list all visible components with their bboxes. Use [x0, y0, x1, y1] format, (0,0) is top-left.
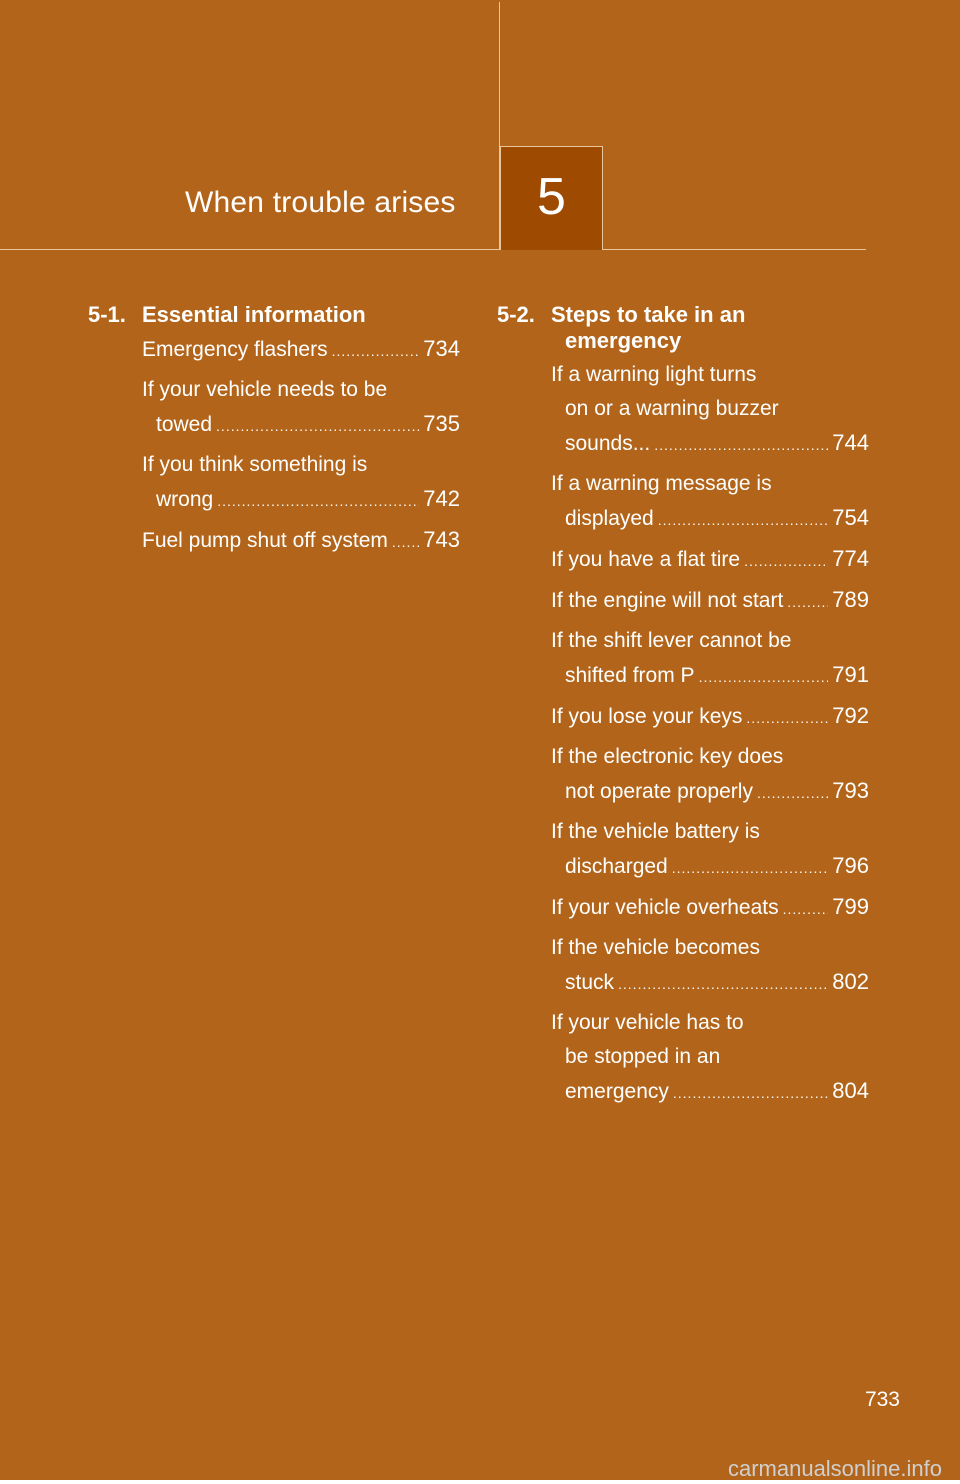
toc-entry[interactable]: [551, 931, 869, 1001]
dot-leader: [746, 701, 828, 735]
toc-page-ref[interactable]: 743: [423, 527, 460, 552]
toc-page-ref[interactable]: 792: [832, 703, 869, 728]
toc-entry-text: If your vehicle needs to be: [142, 378, 388, 401]
toc-entry-line: [551, 699, 869, 735]
toc-page-ref[interactable]: 793: [832, 778, 869, 803]
toc-page-ref[interactable]: 799: [832, 894, 869, 919]
toc-entry-text: shifted from P: [565, 664, 695, 687]
toc-entry[interactable]: [551, 699, 869, 735]
toc-entry-text: If a warning light turns: [551, 363, 757, 386]
toc-entry-line: [142, 448, 460, 482]
toc-entry-text: towed: [156, 413, 213, 436]
toc-entry-line: [551, 1040, 869, 1074]
dot-leader: [216, 409, 419, 443]
toc-page-ref[interactable]: 789: [832, 587, 869, 612]
toc-entry-text: If the engine will not start: [551, 589, 784, 612]
toc-page-ref[interactable]: 796: [832, 853, 869, 878]
toc-entry-line: [551, 890, 869, 926]
toc-entry-line: [142, 407, 460, 443]
toc-entry[interactable]: [551, 542, 869, 578]
toc-entry-line: [551, 1006, 869, 1040]
toc-page-ref[interactable]: 742: [423, 486, 460, 511]
toc-entry-line: [142, 332, 460, 368]
toc-entry-text: If you have a flat tire: [551, 548, 741, 571]
dot-leader: [672, 851, 829, 885]
section-number: 5-1.: [88, 302, 126, 327]
toc-entry-text: emergency: [565, 1080, 669, 1103]
toc-entry[interactable]: [551, 583, 869, 619]
section-number: 5-2.: [497, 302, 535, 327]
section-title-line: Essential information: [142, 302, 366, 327]
toc-entry-line: [551, 931, 869, 965]
dot-leader: [332, 334, 420, 368]
toc-entry[interactable]: [551, 740, 869, 810]
toc-entry[interactable]: [142, 523, 460, 559]
toc-page-ref[interactable]: 754: [832, 505, 869, 530]
toc-entry-line: [551, 358, 869, 392]
dot-leader: [673, 1076, 828, 1110]
toc-page-ref[interactable]: 791: [832, 662, 869, 687]
section-heading: [88, 302, 460, 328]
dot-leader: [744, 544, 828, 578]
toc-entry-text: If a warning message is: [551, 472, 772, 495]
toc-entry-text: displayed: [565, 507, 654, 530]
toc-entry-line: [551, 392, 869, 426]
toc-entry-line: [551, 849, 869, 885]
toc-entry-text: on or a warning buzzer: [565, 397, 779, 420]
chapter-number-tab: [500, 146, 603, 250]
toc-entry[interactable]: [551, 815, 869, 885]
toc-entry-text: If your vehicle has to: [551, 1011, 744, 1034]
toc-entry-line: [551, 624, 869, 658]
toc-entry[interactable]: [142, 448, 460, 518]
toc-entry-line: [142, 373, 460, 407]
section-title: [142, 302, 460, 328]
toc-entry-text: be stopped in an: [565, 1045, 721, 1068]
toc-entry-text: If you lose your keys: [551, 705, 743, 728]
toc-entry-line: [551, 774, 869, 810]
toc-entry-line: [551, 740, 869, 774]
toc-page-ref[interactable]: 744: [832, 430, 869, 455]
toc-entry-line: [551, 501, 869, 537]
toc-page-ref[interactable]: 802: [832, 969, 869, 994]
toc-entry-line: [551, 583, 869, 619]
section-title-line: Steps to take in an: [551, 302, 746, 327]
toc-entry-text: sounds...: [565, 432, 651, 455]
toc-entry-line: [142, 523, 460, 559]
toc-page-ref[interactable]: 734: [423, 336, 460, 361]
toc-entry[interactable]: [551, 358, 869, 462]
toc-entry-text: If the electronic key does: [551, 745, 784, 768]
toc-entry-line: [142, 482, 460, 518]
toc-page-ref[interactable]: 735: [423, 411, 460, 436]
toc-entry-line: [551, 467, 869, 501]
toc-entry[interactable]: [551, 890, 869, 926]
section-title-line: emergency: [565, 328, 682, 353]
dot-leader: [392, 525, 419, 559]
toc-entry-text: If the shift lever cannot be: [551, 629, 792, 652]
toc-entry-line: [551, 658, 869, 694]
toc-entry-line: [551, 815, 869, 849]
dot-leader: [757, 776, 828, 810]
dot-leader: [783, 892, 829, 926]
toc-entry-text: If the vehicle becomes: [551, 936, 760, 959]
section-5-2: [497, 302, 869, 1115]
page-number: 733: [864, 1388, 900, 1411]
dot-leader: [618, 967, 828, 1001]
section-5-1: [88, 302, 460, 564]
toc-entry-line: [551, 1074, 869, 1110]
toc-entry-text: Fuel pump shut off system: [142, 529, 388, 552]
toc-entry-line: [551, 542, 869, 578]
toc-entry-text: discharged: [565, 855, 668, 878]
toc-entry[interactable]: [551, 1006, 869, 1110]
dot-leader: [787, 585, 828, 619]
toc-entry-list: [551, 358, 869, 1110]
watermark: carmanualsonline.info: [727, 1456, 942, 1481]
toc-entry[interactable]: [551, 467, 869, 537]
section-title: [551, 302, 869, 354]
toc-entry-text: Emergency flashers: [142, 338, 328, 361]
toc-entry[interactable]: [142, 332, 460, 368]
toc-entry-line: [551, 965, 869, 1001]
toc-page-ref[interactable]: 804: [832, 1078, 869, 1103]
toc-page-ref[interactable]: 774: [832, 546, 869, 571]
toc-entry-text: If the vehicle battery is: [551, 820, 760, 843]
toc-entry-text: stuck: [565, 971, 615, 994]
toc-entry-text: not operate properly: [565, 780, 753, 803]
chapter-title: When trouble arises: [185, 186, 456, 219]
chapter-number: 5: [537, 168, 566, 226]
section-heading: [497, 302, 869, 354]
toc-entry-list: [142, 332, 460, 559]
toc-entry-text: If your vehicle overheats: [551, 896, 779, 919]
toc-entry-line: [551, 426, 869, 462]
dot-leader: [658, 503, 829, 537]
toc-entry[interactable]: [551, 624, 869, 694]
header-divider-horizontal: [0, 249, 866, 250]
dot-leader: [699, 660, 829, 694]
dot-leader: [217, 484, 419, 518]
toc-entry-text: If you think something is: [142, 453, 368, 476]
dot-leader: [654, 428, 828, 462]
toc-entry[interactable]: [142, 373, 460, 443]
toc-entry-text: wrong: [156, 488, 214, 511]
